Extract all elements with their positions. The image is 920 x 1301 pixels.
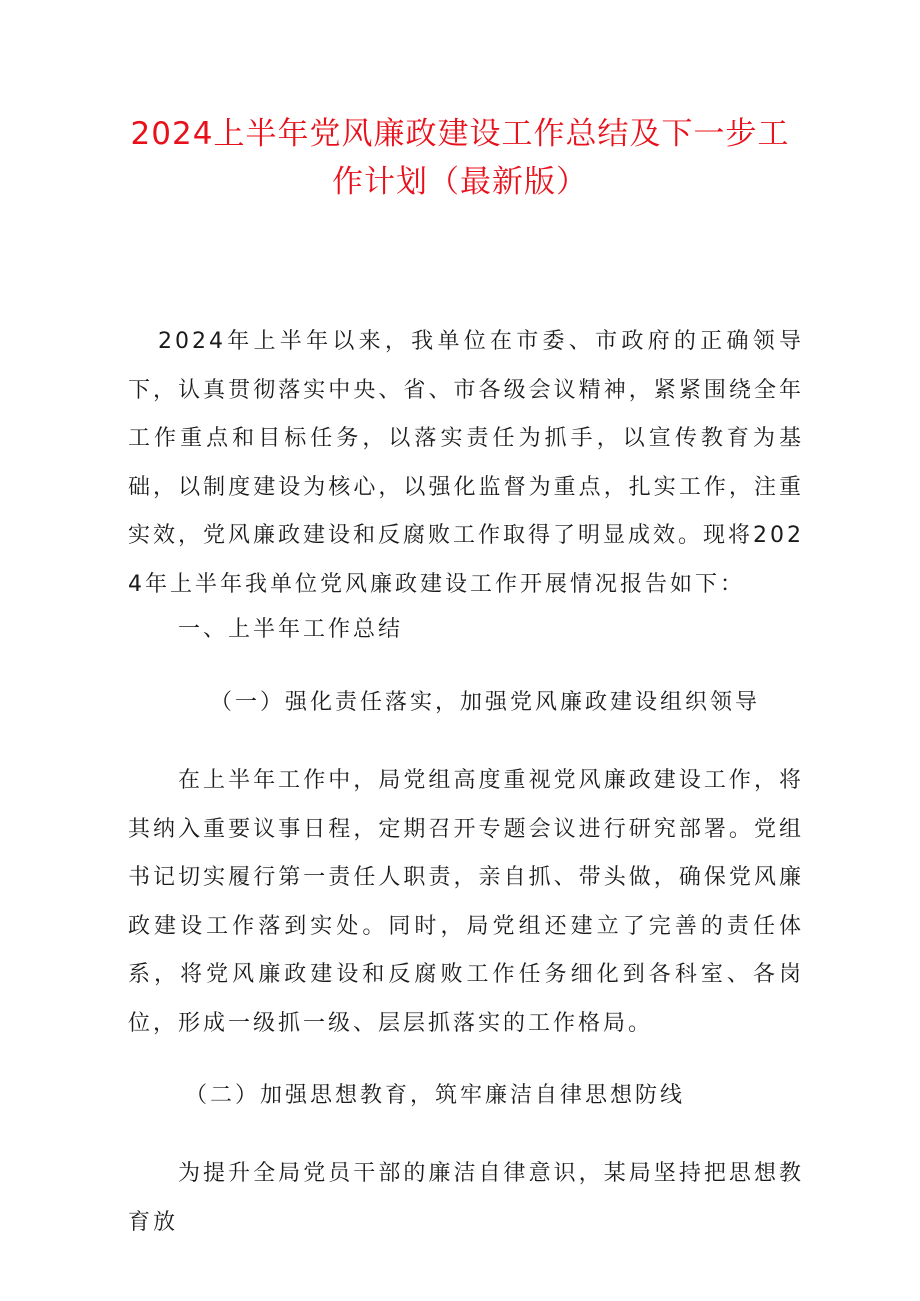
subsection-heading-education: （二）加强思想教育，筑牢廉洁自律思想防线 bbox=[185, 1083, 686, 1108]
subsection-body-education: 为提升全局党员干部的廉洁自律意识，某局坚持把思想教育放 bbox=[128, 1161, 804, 1235]
intro-paragraph: 2024年上半年以来，我单位在市委、市政府的正确领导下，认真贯彻落实中央、省、市各级会议精神，紧紧围绕全年工作重点和目标任务，以落实责任为抓手，以宣传教育为基础，以制度建设为核心，以强化监督为重点，扎实工作，注重实效，党风廉政建设和反腐败工作取得了明显成效。现将2024年上半年我单位党风廉政建设工作开展情况报告如下： bbox=[128, 329, 804, 597]
document-title: 2024上半年党风廉政建设工作总结及下一步工作计划（最新版） bbox=[130, 116, 790, 200]
subsection-heading-responsibility: （一）强化责任落实，加强党风廉政建设组织领导 bbox=[210, 690, 761, 715]
section-heading-summary: 一、上半年工作总结 bbox=[178, 617, 404, 642]
subsection-body-responsibility: 在上半年工作中，局党组高度重视党风廉政建设工作，将其纳入重要议事日程，定期召开专题会议进行研究部署。党组书记切实履行第一责任人职责，亲自抓、带头做，确保党风廉政建设工作落到实处。同时，局党组还建立了完善的责任体系，将党风廉政建设和反腐败工作任务细化到各科室、各岗位，形成一级抓一级、层层抓落实的工作格局。 bbox=[128, 768, 804, 1036]
